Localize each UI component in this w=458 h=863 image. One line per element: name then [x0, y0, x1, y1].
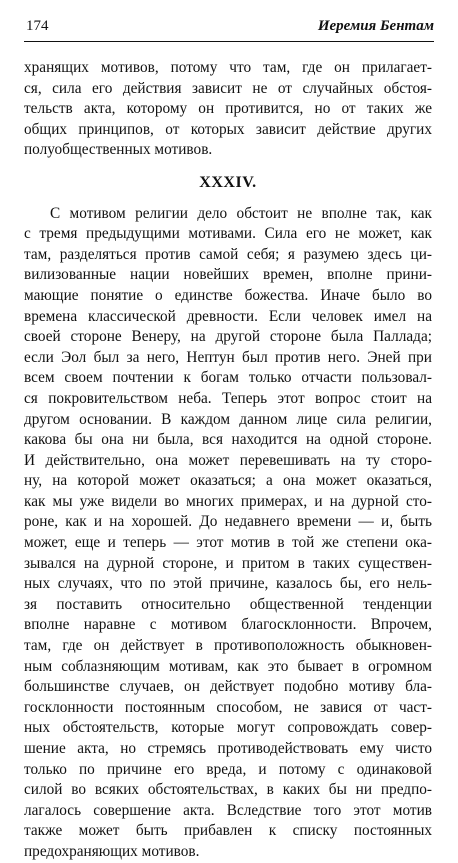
page-number: 174 [26, 18, 49, 34]
text-line: ных случаях, что по этой причине, казалось бы, его нель- [24, 575, 432, 593]
text-line: также может быть прибавлен к списку постоянных [24, 822, 432, 840]
text-line: ну, на которой может оказаться; а она может оказаться, [24, 472, 432, 490]
text-line: всем своем почтении к богам только отчасти пользовал- [24, 369, 432, 387]
text-line: ся покровительством неба. Теперь этот вопрос стоит на [24, 389, 432, 407]
text-line: там, разделяться против самой себя; я разумею здесь ци- [24, 245, 432, 263]
text-line: И действительно, она может перевешивать на ту сторо- [24, 451, 432, 469]
text-line: полуобщественных мотивов. [24, 141, 213, 159]
text-line: только по причине его вреда, и потому с одинаковой [24, 760, 432, 778]
text-line: своей стороне Венеру, на другой стороне была Паллада; [24, 328, 432, 346]
text-line: предохраняющих мотивов. [24, 842, 200, 860]
text-line: там, где он действует в противоположность обыкновен- [24, 637, 432, 655]
page-header [24, 14, 434, 38]
text-line: как мы уже видели во многих примерах, и на дурной сто- [24, 492, 432, 510]
text-line: ся, сила его действия зависит не от случайных обстоя- [24, 79, 432, 97]
text-line: мающие понятие о единстве божества. Иначе было во [24, 286, 432, 304]
text-line: С мотивом религии дело обстоит не вполне так, как [50, 204, 432, 222]
text-line: госклонности постоянным способом, не завися от част- [24, 698, 432, 716]
text-line: может, еще и теперь — этот мотив в той же степени ока- [24, 534, 432, 552]
text-line: вполне наравне с мотивом благосклонности. Впрочем, [24, 616, 432, 634]
text-line: общих принципов, от которых зависит действие других [24, 120, 432, 138]
running-title: Иеремия Бентам [317, 18, 434, 34]
text-line: какова бы она ни была, вся находится на одной стороне. [24, 431, 432, 449]
text-line: шение акта, но стремясь противодействовать ему чисто [24, 740, 432, 757]
text-line: времена классической древности. Если человек имел на [24, 307, 432, 325]
paragraph-continuation [24, 58, 432, 161]
text-line: тельств акта, которому он противится, но от таких же [24, 100, 432, 118]
text-line: если Эол был за него, Нептун был против него. Эней при [24, 348, 432, 366]
section-heading: XXXIV. [199, 173, 257, 191]
text-line: другом основании. В каждом данном лице сила религии, [24, 410, 432, 428]
text-line: вилизованные нации новейших времен, вполне прини- [24, 266, 432, 284]
text-line: зывался на дурной стороне, и притом в таких существен- [24, 554, 432, 572]
text-line: лагалось совершение акта. Вследствие того этот мотив [24, 801, 432, 819]
text-line: ных обстоятельств, которые могут сопровождать совер- [24, 719, 432, 737]
text-line: зя поставить относительно общественной тенденции [24, 595, 432, 613]
header-rule [24, 41, 434, 42]
text-line: роне, как и на хорошей. До недавнего времени — и, быть [24, 513, 432, 531]
page-body [24, 58, 432, 863]
text-line: с тремя предыдущими мотивами. Сила его не может, как [24, 225, 432, 243]
paragraph-religion-motive [24, 204, 432, 863]
text-line: ным соблазняющим мотивам, как это бывает в огромном [24, 657, 432, 675]
text-line: хранящих мотивов, потому что там, где он прилагает- [24, 59, 432, 76]
text-line: большинстве случаев, он действует подобно мотиву бла- [24, 678, 432, 696]
text-line: силой во всяких обстоятельствах, в каких бы ни предпо- [24, 781, 432, 799]
